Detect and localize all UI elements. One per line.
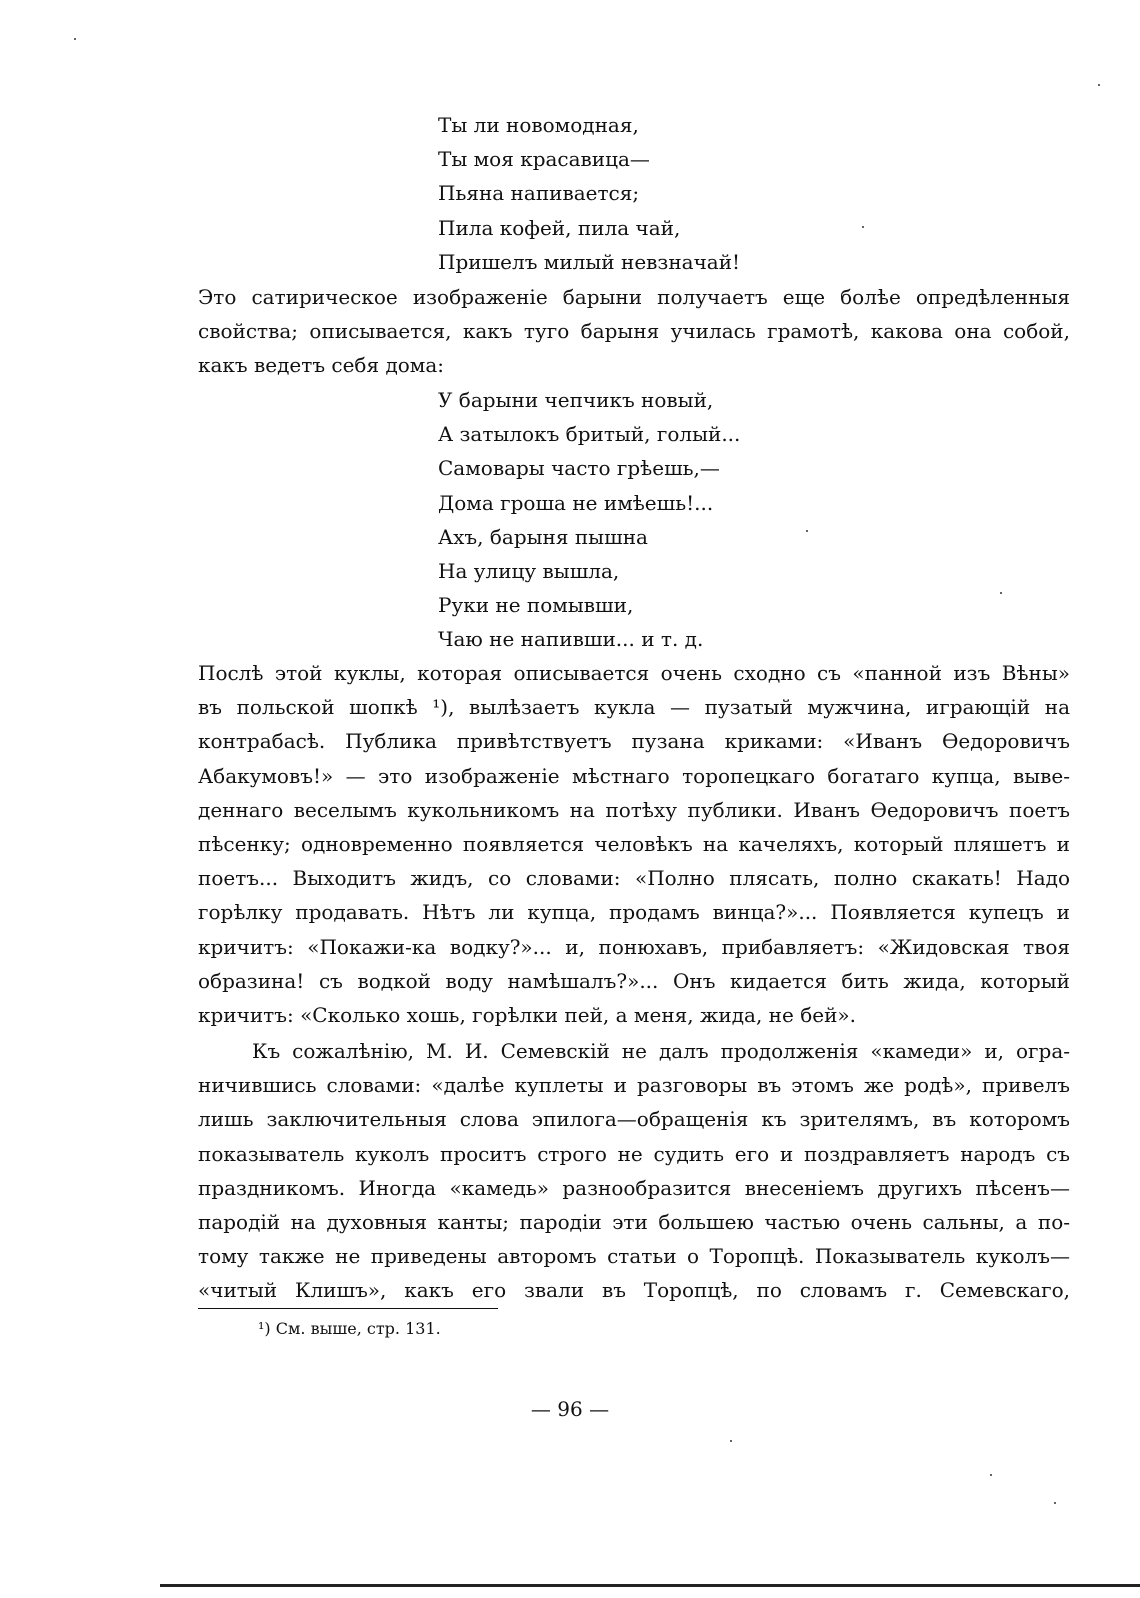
text-line: тому также не приведены авторомъ статьи о Торопцѣ. Показыватель куколъ— (198, 1244, 1070, 1269)
footnote-divider (198, 1308, 498, 1309)
text-line: лишь заключительныя слова эпилога—обращенiя къ зрителямъ, въ которомъ (198, 1107, 1070, 1132)
text-line: ничившись словами: «далѣе куплеты и разговоры въ этомъ же родѣ», привелъ (198, 1073, 1070, 1098)
text-line: Это сатирическое изображенiе барыни получаетъ еще болѣе опредѣленныя (198, 285, 1070, 309)
text-line: кричитъ: «Покажи-ка водку?»... и, понюхавъ, прибавляетъ: «Жидовская твоя (198, 934, 1070, 959)
verse-1 (438, 108, 998, 279)
text-line: свойства; описывается, какъ туго барыня училась грамотѣ, какова она собой, (198, 319, 1070, 344)
text-line: праздникомъ. Иногда «камедь» разнообразится внесенiемъ другихъ пѣсенъ— (198, 1175, 1070, 1200)
text-line: поетъ... Выходитъ жидъ, со словами: «Полно плясать, полно скакать! Надо (198, 866, 1070, 891)
verse-line: Ахъ, барыня пышна (438, 524, 648, 549)
verse-line: Ты моя красавица— (438, 147, 650, 172)
text-line: «читый Клишъ», какъ его звали въ Торопцѣ, по словамъ г. Семевскаго, (198, 1278, 1070, 1303)
verse-line: Руки не помывши, (438, 593, 634, 618)
verse-line: Пришелъ милый невзначай! (438, 249, 741, 274)
verse-line: Пьяна напивается; (438, 181, 640, 206)
verse-line: Дома гроша не имѣешь!... (438, 490, 714, 515)
verse-line: Чаю не напивши... и т. д. (438, 627, 704, 652)
verse-line: Пила кофей, пила чай, (438, 215, 681, 240)
verse-line: У барыни чепчикъ новый, (438, 388, 714, 412)
paragraph-1 (198, 280, 1070, 383)
text-line: Къ сожалѣнiю, М. И. Семевскiй не далъ продолженiя «камеди» и, огра- (252, 1039, 1070, 1063)
paragraph-2 (198, 656, 1070, 1032)
verse-line: Ты ли новомодная, (438, 113, 639, 137)
verse-line: Самовары часто грѣешь,— (438, 456, 720, 481)
paragraph-3 (198, 1034, 1070, 1308)
text-line: контрабасѣ. Публика привѣтствуетъ пузана криками: «Иванъ Ѳедоровичъ (198, 729, 1070, 754)
verse-line: На улицу вышла, (438, 558, 620, 583)
text-line: какъ ведетъ себя дома: (198, 353, 445, 378)
text-line: образина! съ водкой воду намѣшалъ?»... Онъ кидается бить жида, который (198, 968, 1070, 993)
footnote: ¹) См. выше, стр. 131. (258, 1319, 441, 1338)
scan-speck (990, 1474, 992, 1476)
text-line: пародiй на духовныя канты; пародiи эти большею частью очень сальны, а по- (198, 1209, 1070, 1234)
scan-speck (1054, 1502, 1056, 1504)
text-line: въ польской шопкѣ ¹), вылѣзаетъ кукла — пузатый мужчина, играющiй на (198, 695, 1070, 720)
scan-speck (730, 1440, 732, 1442)
text-line: Послѣ этой куклы, которая описывается очень сходно съ «панной изъ Вѣны» (198, 661, 1070, 685)
text-line: деннаго веселымъ кукольникомъ на потѣху публики. Иванъ Ѳедоровичъ поетъ (198, 797, 1070, 822)
text-line: кричитъ: «Сколько хошь, горѣлки пей, а меня, жида, не бей». (198, 1002, 856, 1027)
verse-2 (438, 383, 998, 657)
scan-speck (1000, 592, 1002, 594)
scan-speck (1098, 84, 1100, 86)
scan-speck (74, 38, 76, 40)
text-line: пѣсенку; одновременно появляется человѣкъ на качеляхъ, который пляшетъ и (198, 831, 1070, 856)
text-line: Абакумовъ!» — это изображенiе мѣстнаго торопецкаго богатаго купца, выве- (198, 763, 1070, 788)
page-number: — 96 — (530, 1397, 610, 1421)
scan-edge-line (160, 1584, 1140, 1587)
text-line: показыватель куколъ проситъ строго не судить его и поздравляетъ народъ съ (198, 1141, 1070, 1166)
text-line: горѣлку продавать. Нѣтъ ли купца, продамъ винца?»... Появляется купецъ и (198, 900, 1070, 925)
verse-line: А затылокъ бритый, голый... (438, 422, 741, 447)
